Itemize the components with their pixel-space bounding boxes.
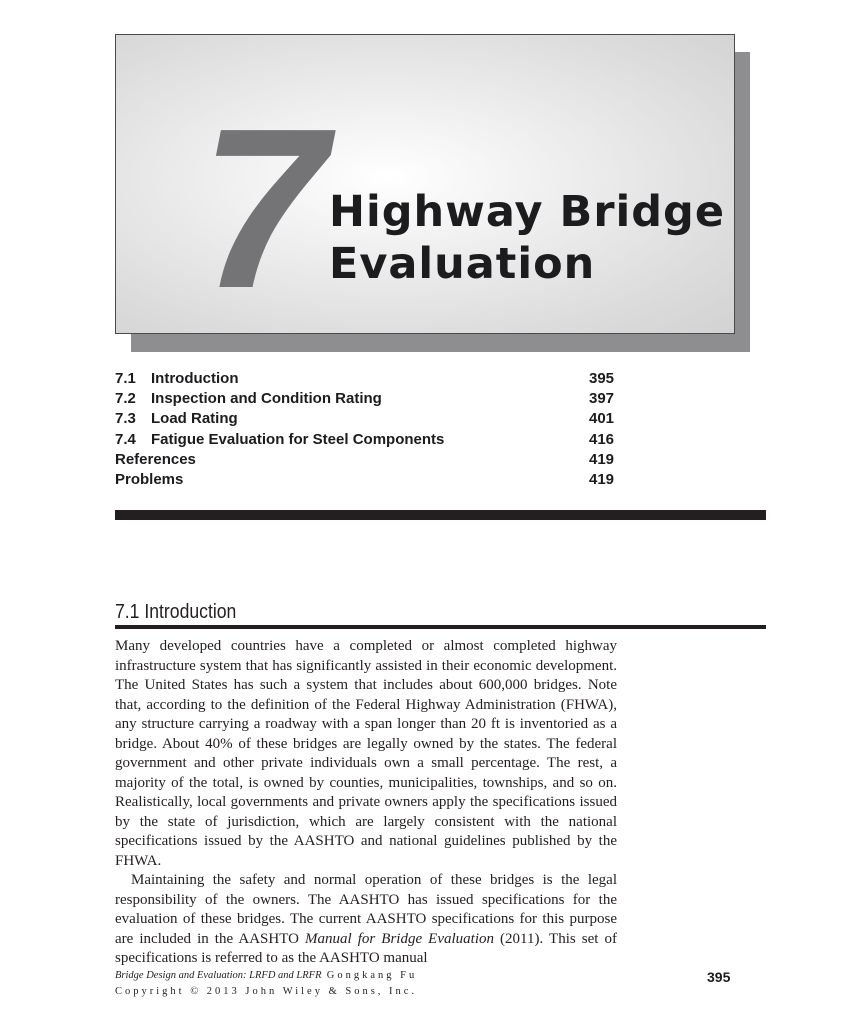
section-heading-rule [115,625,766,629]
chapter-title-line-1: Highway Bridge [329,187,725,237]
page-number: 395 [707,969,731,985]
toc-entry-title: Inspection and Condition Rating [151,390,382,408]
toc-entry-title: Load Rating [151,410,238,428]
author: Gongkang Fu [326,970,418,981]
chapter-title-line-2: Evaluation [329,239,596,289]
body-text [115,637,617,969]
toc-entry-page: 397 [589,390,615,408]
paragraph [115,871,617,969]
toc-entry-page: 419 [589,470,615,488]
chapter-number: 7 [200,82,323,336]
table-of-contents [115,369,625,490]
toc-entry[interactable] [115,430,625,450]
toc-entry[interactable] [115,470,625,490]
section-heading: 7.1 Introduction [115,601,237,623]
toc-entry[interactable] [115,369,625,389]
toc-entry-number: 7.4 [115,430,136,448]
toc-entry-number: 7.2 [115,390,136,408]
toc-entry[interactable] [115,409,625,429]
paragraph-text: Maintaining the safety and normal operation of these bridges is the legal responsibility of the owners. The AASHTO has issued specifications for the evaluation of these bridges. The current AASHTO specifications for this purpose are included in the AASHTO [115,872,617,947]
toc-entry-title: Fatigue Evaluation for Steel Components [151,430,445,448]
copyright: Copyright © 2013 John Wiley & Sons, Inc. [115,986,418,997]
toc-entry[interactable] [115,450,625,470]
paragraph: Many developed countries have a completed or almost completed highway infrastructure system that has significantly assisted in their economic development. The United States has such a system that includes about 600,000 bridges. Note that, according to the definition of the Federal Highway Administration (FHWA), any structure carrying a roadway with a span longer than 20 ft is inventoried as a bridge. About 40% of these bridges are legally owned by the states. The federal government and other private individuals own a small percentage. The rest, a majority of the total, is owned by counties, municipalities, townships, and so on. Realistically, local governments and private owners apply the specifications issued by the state of jurisdiction, which are largely consistent with the national specifications issued by the AASHTO and national guidelines published by the FHWA. [115,638,617,869]
toc-entry-title: References [115,450,196,468]
book-title: Bridge Design and Evaluation: LRFD and LRFR [115,970,322,981]
page-footer [115,968,417,1000]
toc-divider [115,510,766,520]
manual-title: Manual for Bridge Evaluation [305,930,494,947]
toc-entry[interactable] [115,389,625,409]
toc-entry-number: 7.1 [115,370,136,387]
toc-entry-page: 419 [589,450,615,468]
toc-entry-number: 7.3 [115,410,136,428]
toc-entry-title: Introduction [151,370,239,387]
chapter-title [329,186,725,290]
paragraph-text: (2011). This set of specifications is referred to as the AASHTO manual [115,930,617,966]
toc-entry-page: 395 [589,370,615,387]
toc-entry-page: 416 [589,430,615,448]
toc-entry-title: Problems [115,470,184,488]
toc-entry-page: 401 [589,410,615,428]
